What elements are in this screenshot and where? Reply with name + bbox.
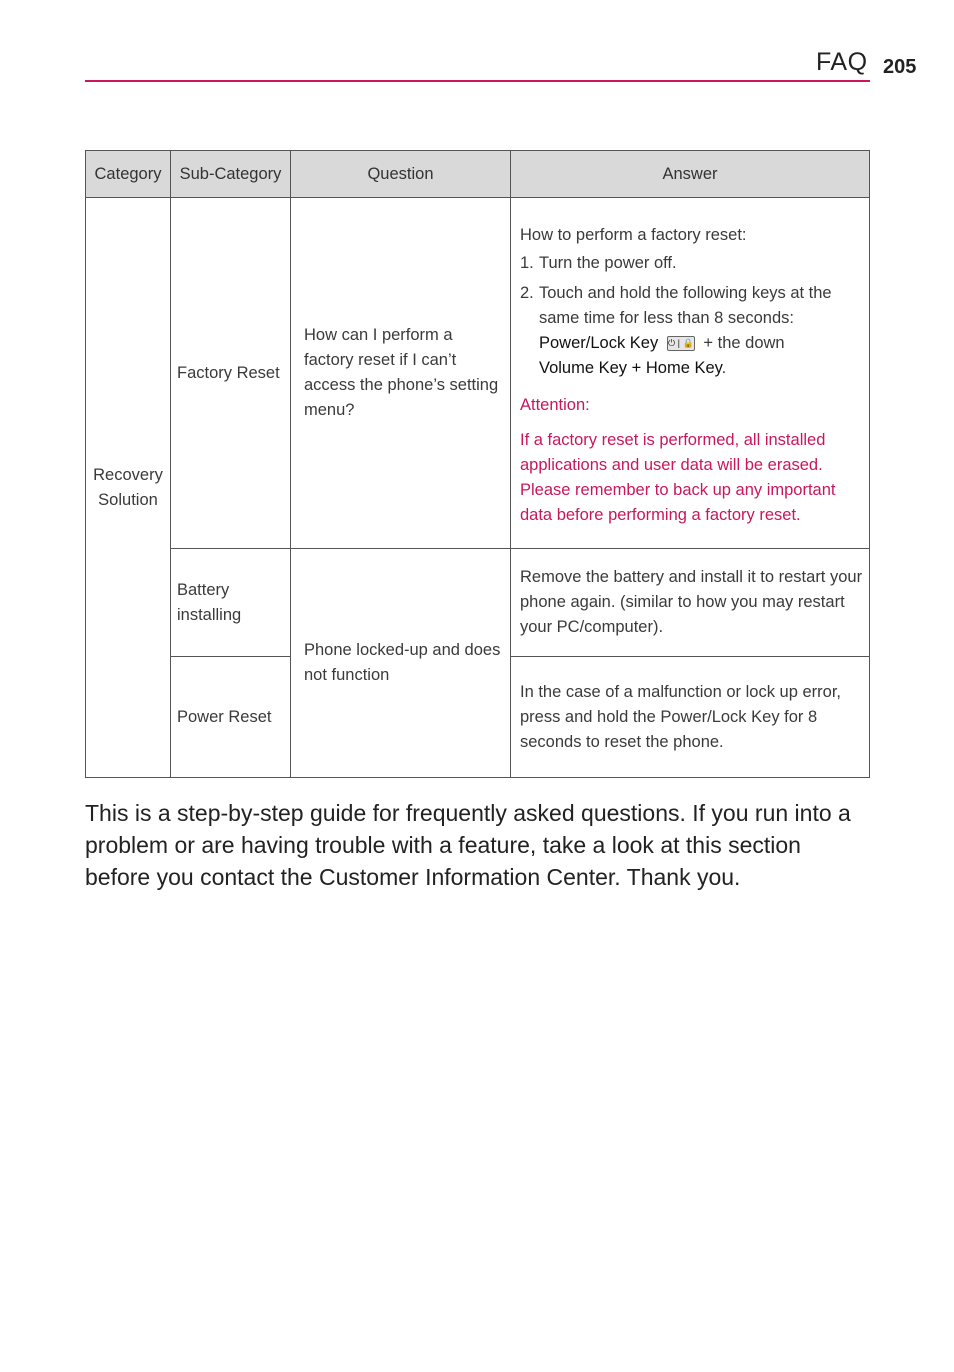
- category-text: Recovery Solution: [93, 465, 163, 509]
- step-number: 1.: [520, 254, 534, 272]
- attention-label: Attention:: [520, 396, 590, 414]
- table-row: [86, 549, 870, 657]
- answer-cell: [511, 198, 870, 549]
- answer-cell: [511, 657, 870, 778]
- table-header-row: [86, 151, 870, 198]
- answer-cell: [511, 549, 870, 657]
- question-text: How can I perform a factory reset if I can’t access the phone’s setting menu?: [304, 326, 499, 419]
- question-cell: [291, 198, 511, 549]
- column-header-category: Category: [86, 151, 171, 198]
- key-name: Volume Key + Home Key: [539, 359, 722, 377]
- column-header-answer: Answer: [511, 151, 870, 198]
- step-number: 2.: [520, 284, 534, 302]
- faq-table: [85, 150, 870, 778]
- table-row: [86, 198, 870, 549]
- subcategory-cell: [171, 198, 291, 549]
- attention-text: If a factory reset is performed, all installed applications and user data will be erased. Please remember to back up any important data before performing a factory reset.: [520, 431, 836, 524]
- step-text: .: [721, 359, 727, 377]
- answer-text: Remove the battery and install it to restart your phone again. (similar to how you may restart your PC/computer).: [520, 568, 863, 636]
- category-cell: [86, 198, 171, 778]
- answer-step: [520, 281, 861, 381]
- header-divider: [85, 80, 870, 82]
- column-header-question: Question: [291, 151, 511, 198]
- answer-step: [520, 251, 861, 276]
- subcategory-text: Factory Reset: [177, 363, 280, 382]
- answer-intro: How to perform a factory reset:: [520, 226, 747, 244]
- step-text: Touch and hold the following keys at the same time for less than 8 seconds:: [539, 284, 832, 327]
- key-name: Power/Lock Key: [539, 334, 659, 352]
- question-cell: [291, 549, 511, 778]
- subcategory-cell: [171, 549, 291, 657]
- page-title: FAQ: [816, 48, 868, 76]
- power-lock-key-icon: ⏻ | 🔒: [667, 336, 695, 351]
- subcategory-cell: [171, 657, 291, 778]
- step-text: + the down: [703, 334, 785, 352]
- subcategory-text: Power Reset: [177, 707, 272, 726]
- intro-paragraph: This is a step-by-step guide for frequently asked questions. If you run into a problem or are having trouble with a feature, take a look at this section before you contact the Customer Information Center. Thank you.: [85, 800, 851, 890]
- page-number: 205: [883, 56, 917, 78]
- subcategory-text: Battery installing: [177, 580, 242, 624]
- answer-text: In the case of a malfunction or lock up error, press and hold the Power/Lock Key for 8 seconds to reset the phone.: [520, 682, 842, 751]
- question-text: Phone locked-up and does not function: [304, 641, 501, 684]
- column-header-subcategory: Sub-Category: [171, 151, 291, 198]
- step-text: Turn the power off.: [539, 254, 677, 272]
